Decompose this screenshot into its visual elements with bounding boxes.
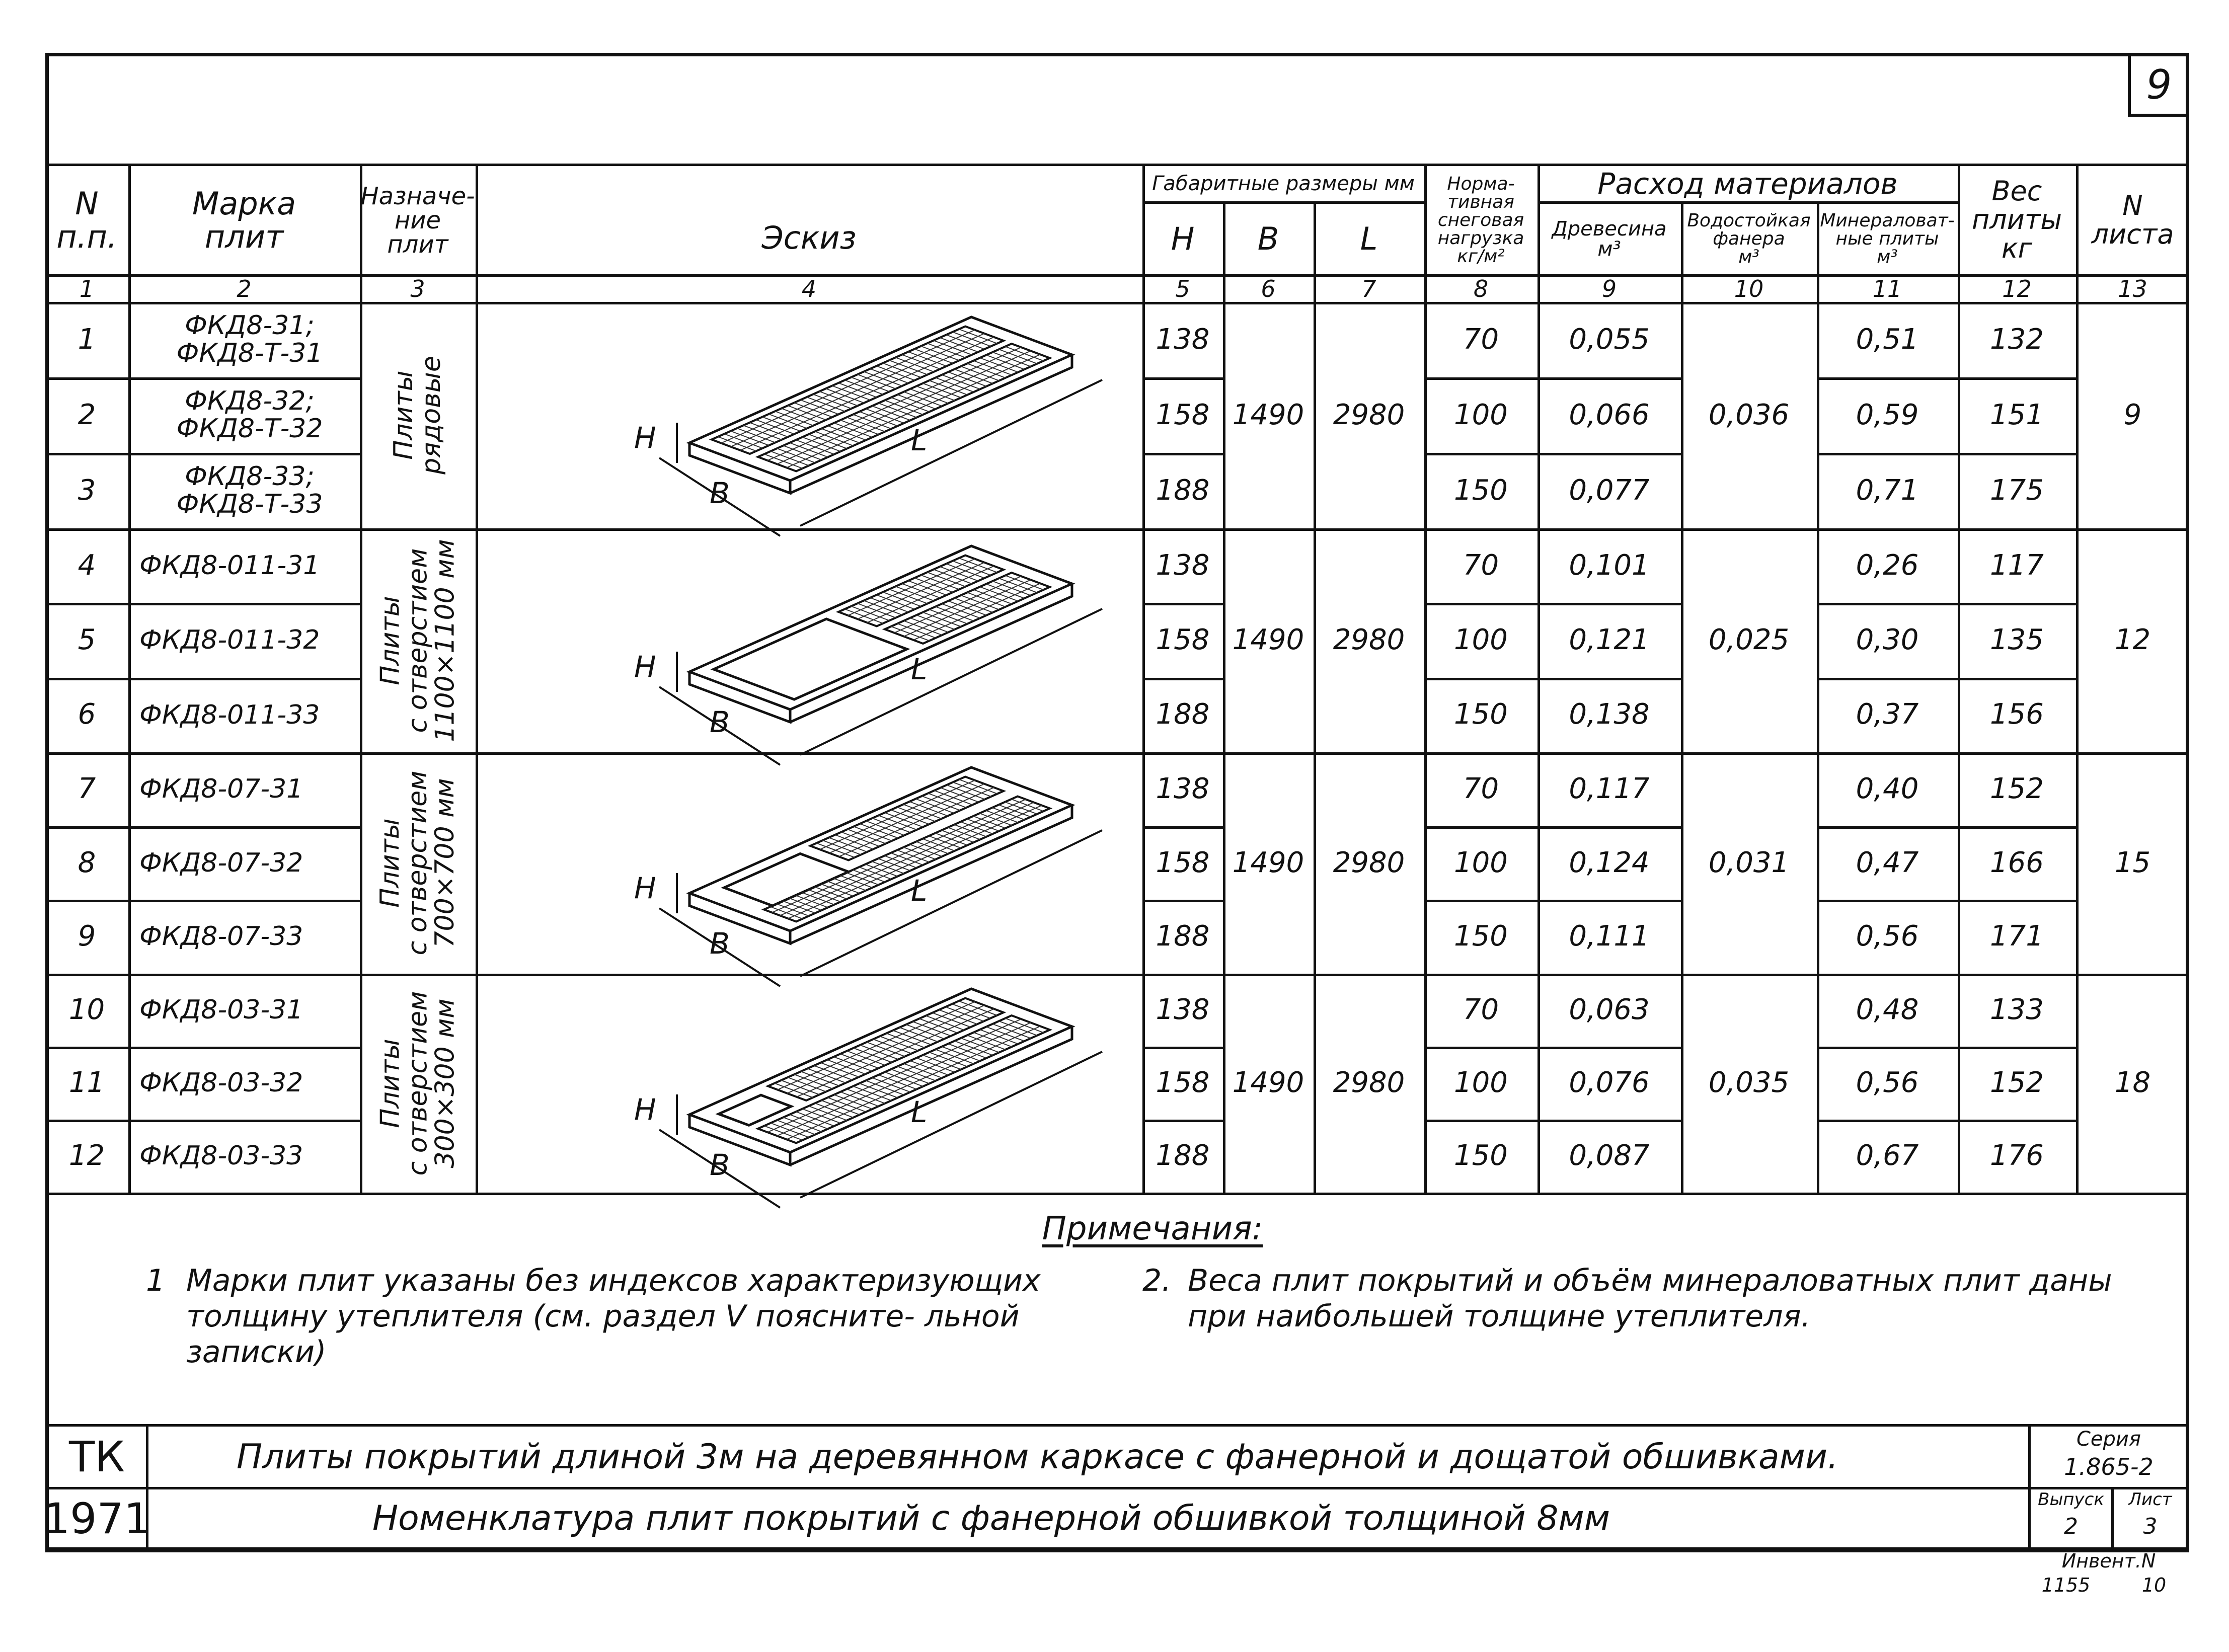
wood-volume: 0,076 xyxy=(1569,1066,1650,1099)
row-number: 10 xyxy=(68,993,105,1027)
issue-label: Выпуск xyxy=(2038,1489,2104,1510)
snow-load-value: 150 xyxy=(1454,920,1508,953)
plate-weight: 135 xyxy=(1990,623,2044,657)
snow-load-value: 100 xyxy=(1454,1066,1508,1099)
column-number: 13 xyxy=(2118,275,2147,302)
snow-load-value: 150 xyxy=(1454,698,1508,731)
plate-weight: 175 xyxy=(1990,474,2044,507)
snow-load-value: 100 xyxy=(1454,398,1508,431)
mineral-volume: 0,51 xyxy=(1856,323,1919,356)
length-value: 2980 xyxy=(1333,398,1405,431)
snow-load-value: 70 xyxy=(1463,772,1499,805)
plate-edge xyxy=(790,805,1072,943)
header-purpose: Назначе- ние плит xyxy=(360,182,475,259)
series-label: Серия xyxy=(2077,1428,2141,1451)
insulation-hatch xyxy=(913,583,1040,640)
plate-mark: ФКД8-32; ФКД8-Т-32 xyxy=(176,386,323,444)
header-dims-group: Габаритные размеры мм xyxy=(1152,172,1415,195)
wood-volume: 0,066 xyxy=(1569,398,1650,431)
snow-load-value: 100 xyxy=(1454,846,1508,879)
mineral-volume: 0,26 xyxy=(1856,548,1919,582)
row-number: 7 xyxy=(78,772,96,805)
length-value: 2980 xyxy=(1333,623,1405,657)
plate-purpose: Плиты рядовые xyxy=(389,356,446,475)
plate-weight: 166 xyxy=(1990,846,2044,879)
note-2-number: 2. xyxy=(1142,1263,1172,1298)
mineral-volume: 0,56 xyxy=(1856,1066,1919,1099)
wood-volume: 0,063 xyxy=(1569,993,1650,1027)
column-number: 3 xyxy=(410,275,425,302)
plate-edge xyxy=(689,893,790,943)
header-B: B xyxy=(1257,220,1279,258)
row-number: 1 xyxy=(78,323,96,356)
row-number: 5 xyxy=(78,623,96,657)
inventory-value: 1155 xyxy=(2041,1574,2091,1596)
height-value: 158 xyxy=(1156,398,1210,431)
plate-mark: ФКД8-011-33 xyxy=(139,699,320,730)
org-stamp: ТК xyxy=(69,1432,125,1481)
insulation-hatch xyxy=(731,334,984,447)
width-value: 1490 xyxy=(1232,398,1304,431)
row-number: 2 xyxy=(78,398,96,431)
notes-title: Примечания: xyxy=(1042,1210,1263,1247)
column-number: 8 xyxy=(1473,275,1489,302)
row-number: 9 xyxy=(78,920,96,953)
width-value: 1490 xyxy=(1232,846,1304,879)
column-number: 11 xyxy=(1872,275,1902,302)
plate-mark: ФКД8-07-33 xyxy=(139,921,303,952)
wood-volume: 0,111 xyxy=(1569,920,1650,953)
header-L: L xyxy=(1360,220,1378,258)
sketch-label-H: H xyxy=(634,1092,656,1127)
snow-load-value: 100 xyxy=(1454,623,1508,657)
wood-volume: 0,087 xyxy=(1569,1139,1650,1172)
mineral-volume: 0,47 xyxy=(1856,846,1919,879)
snow-load-value: 150 xyxy=(1454,474,1508,507)
plate-weight: 156 xyxy=(1990,698,2044,731)
sheet-reference: 15 xyxy=(2114,846,2151,879)
sheet-reference: 18 xyxy=(2114,1066,2151,1099)
height-value: 158 xyxy=(1156,623,1210,657)
mineral-volume: 0,30 xyxy=(1856,623,1919,657)
sheet-label: Лист xyxy=(2128,1489,2172,1510)
sketch-label-B: B xyxy=(710,476,730,510)
mineral-volume: 0,40 xyxy=(1856,772,1919,805)
plate-outline xyxy=(689,546,1072,710)
height-value: 188 xyxy=(1156,1139,1210,1172)
title-line-1: Плиты покрытий длиной 3м на деревянном каркасе с фанерной и дощатой обшивками. xyxy=(237,1437,1838,1477)
header-plywood: Водостойкая фанера м³ xyxy=(1687,210,1811,267)
column-number: 1 xyxy=(79,275,95,302)
plate-weight: 176 xyxy=(1990,1139,2044,1172)
height-value: 158 xyxy=(1156,1066,1210,1099)
title-block-bottom xyxy=(45,1547,2189,1550)
plate-mark: ФКД8-07-31 xyxy=(139,774,303,805)
header-materials-group: Расход материалов xyxy=(1597,166,1898,201)
sketch-label-L: L xyxy=(911,652,928,686)
plate-mark: ФКД8-03-33 xyxy=(139,1141,303,1171)
snow-load-value: 70 xyxy=(1463,323,1499,356)
sheet-number: 9 xyxy=(2128,55,2187,117)
plate-outline xyxy=(689,767,1072,931)
plate-purpose: Плиты с отверстием 700×700 мм xyxy=(375,770,460,956)
column-number: 9 xyxy=(1601,275,1617,302)
wood-volume: 0,077 xyxy=(1569,474,1650,507)
insulation-hatch xyxy=(740,337,994,450)
insulation-hatch xyxy=(867,566,994,623)
mineral-volume: 0,37 xyxy=(1856,698,1919,731)
height-value: 158 xyxy=(1156,846,1210,879)
plate-mark: ФКД8-07-32 xyxy=(139,847,303,878)
height-value: 188 xyxy=(1156,698,1210,731)
wood-volume: 0,121 xyxy=(1569,623,1650,657)
inventory-suffix: 10 xyxy=(2141,1574,2167,1596)
sketch-label-B: B xyxy=(710,1148,730,1182)
sketch-label-H: H xyxy=(634,421,656,455)
wood-volume: 0,117 xyxy=(1569,772,1650,805)
mineral-volume: 0,67 xyxy=(1856,1139,1919,1172)
plate-weight: 151 xyxy=(1990,398,2044,431)
inventory-label: Инвент.N xyxy=(2061,1550,2156,1572)
sketch-label-L: L xyxy=(911,874,928,908)
sheet-value: 3 xyxy=(2143,1514,2158,1539)
row-number: 12 xyxy=(68,1139,105,1172)
plate-opening xyxy=(714,619,907,699)
header-wood: Древесина м³ xyxy=(1552,217,1667,261)
wood-volume: 0,101 xyxy=(1569,548,1650,582)
issue-value: 2 xyxy=(2064,1514,2078,1539)
plate-edge xyxy=(790,584,1072,722)
header-H: H xyxy=(1171,220,1195,258)
length-value: 2980 xyxy=(1333,846,1405,879)
height-value: 138 xyxy=(1156,993,1210,1027)
sheet-reference: 9 xyxy=(2123,398,2142,431)
insulation-hatch xyxy=(780,803,1034,916)
header-sheet-ref: N листа xyxy=(2091,189,2174,250)
mineral-volume: 0,71 xyxy=(1856,474,1919,507)
length-value: 2980 xyxy=(1333,1066,1405,1099)
column-number: 4 xyxy=(801,275,817,302)
column-number: 10 xyxy=(1734,275,1764,302)
sketch-label-B: B xyxy=(710,705,730,739)
insulation-hatch xyxy=(894,576,1021,633)
row-number: 3 xyxy=(78,474,96,507)
insulation-hatch xyxy=(848,559,975,616)
height-value: 188 xyxy=(1156,474,1210,507)
insulation-hatch xyxy=(721,330,975,443)
row-number: 4 xyxy=(78,548,96,582)
sketch-label-H: H xyxy=(634,650,656,684)
sketch-label-H: H xyxy=(634,871,656,905)
plate-weight: 152 xyxy=(1990,1066,2044,1099)
header-mark: Марка плит xyxy=(192,185,296,255)
insulation-hatch xyxy=(767,347,1021,460)
plate-mark: ФКД8-03-31 xyxy=(139,995,303,1026)
sketch-label-B: B xyxy=(710,926,730,961)
mineral-volume: 0,59 xyxy=(1856,398,1919,431)
snow-load-value: 150 xyxy=(1454,1139,1508,1172)
mineral-volume: 0,48 xyxy=(1856,993,1919,1027)
header-mineral: Минераловат- ные плиты м³ xyxy=(1820,210,1955,267)
plywood-volume: 0,035 xyxy=(1708,1066,1790,1099)
plate-weight: 132 xyxy=(1990,323,2044,356)
column-number: 7 xyxy=(1361,275,1376,302)
plate-weight: 152 xyxy=(1990,772,2044,805)
row-number: 8 xyxy=(78,846,96,879)
plate-mark: ФКД8-011-31 xyxy=(139,550,320,581)
wood-volume: 0,138 xyxy=(1569,698,1650,731)
series-value: 1.865-2 xyxy=(2064,1453,2154,1480)
title-line-2: Номенклатура плит покрытий с фанерной обшивкой толщиной 8мм xyxy=(372,1499,1610,1538)
sheet-reference: 12 xyxy=(2114,623,2151,657)
plate-mark: ФКД8-011-32 xyxy=(139,625,320,656)
plate-weight: 133 xyxy=(1990,993,2044,1027)
snow-load-value: 70 xyxy=(1463,548,1499,582)
note-1-text: Марки плит указаны без индексов характеризующих толщину утеплителя (см. раздел V поясните- льной записки) xyxy=(186,1263,1041,1370)
height-value: 138 xyxy=(1156,548,1210,582)
column-number: 5 xyxy=(1175,275,1190,302)
column-number: 12 xyxy=(2002,275,2032,302)
row-number: 11 xyxy=(68,1066,105,1099)
insulation-hatch xyxy=(904,580,1031,637)
wood-volume: 0,055 xyxy=(1569,323,1650,356)
plate-mark: ФКД8-03-32 xyxy=(139,1068,303,1098)
plate-purpose: Плиты с отверстием 300×300 мм xyxy=(375,991,460,1175)
plywood-volume: 0,025 xyxy=(1708,623,1790,657)
snow-load-value: 70 xyxy=(1463,993,1499,1027)
column-number: 2 xyxy=(237,275,252,302)
sketch-label-L: L xyxy=(911,1095,928,1129)
note-1-number: 1 xyxy=(146,1263,166,1298)
plate-outline xyxy=(689,317,1072,481)
height-value: 188 xyxy=(1156,920,1210,953)
wood-volume: 0,124 xyxy=(1569,846,1650,879)
width-value: 1490 xyxy=(1232,1066,1304,1099)
plywood-volume: 0,036 xyxy=(1708,398,1790,431)
plate-weight: 117 xyxy=(1990,548,2044,582)
height-value: 138 xyxy=(1156,772,1210,805)
header-sketch: Эскиз xyxy=(761,219,857,256)
width-value: 1490 xyxy=(1232,623,1304,657)
insulation-hatch xyxy=(858,563,984,619)
header-snow-load: Норма- тивная снеговая нагрузка кг/м² xyxy=(1437,173,1524,267)
header-row-number: N п.п. xyxy=(56,185,117,255)
plate-mark: ФКД8-33; ФКД8-Т-33 xyxy=(176,461,323,519)
plate-purpose: Плиты с отверстием 1100×1100 мм xyxy=(375,538,460,742)
plate-weight: 171 xyxy=(1990,920,2044,953)
header-weight: Вес плиты кг xyxy=(1971,175,2062,264)
insulation-hatch xyxy=(777,351,1031,464)
column-number: 6 xyxy=(1261,275,1276,302)
row-number: 6 xyxy=(78,698,96,731)
note-2-text: Веса плит покрытий и объём минераловатных плит даны при наибольшей толщине утеплителя. xyxy=(1188,1263,2112,1334)
height-value: 138 xyxy=(1156,323,1210,356)
plywood-volume: 0,031 xyxy=(1708,846,1790,879)
plate-outline xyxy=(689,989,1072,1152)
year-stamp: 1971 xyxy=(43,1493,151,1543)
sketch-label-L: L xyxy=(911,423,928,457)
mineral-volume: 0,56 xyxy=(1856,920,1919,953)
plate-mark: ФКД8-31; ФКД8-Т-31 xyxy=(176,310,323,368)
plate-opening xyxy=(719,1095,791,1125)
